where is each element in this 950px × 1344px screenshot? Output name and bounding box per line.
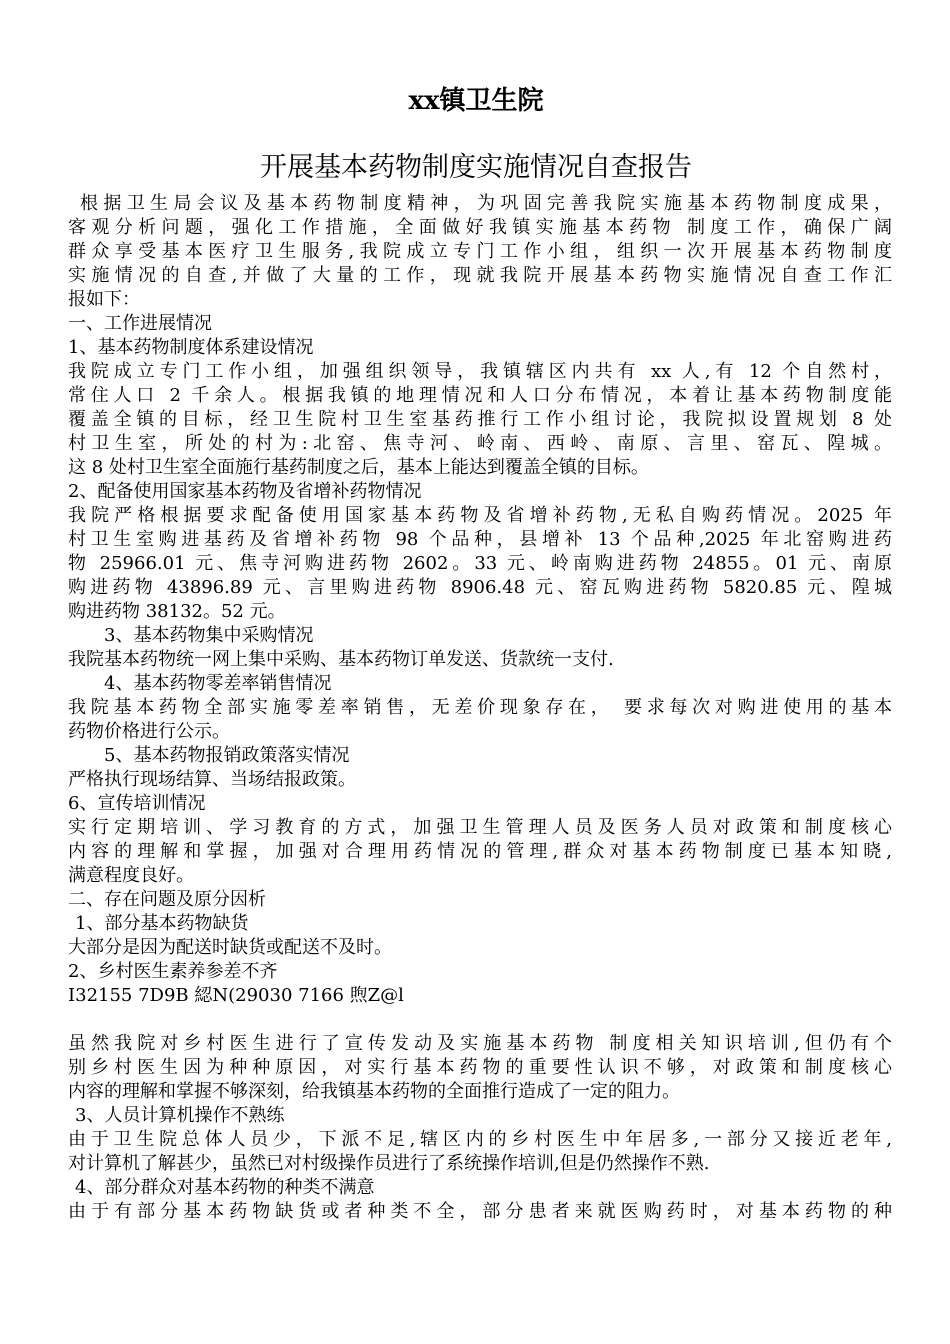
body-line: 药物价格进行公示。	[68, 721, 230, 742]
body-line: 实行定期培训、学习教育的方式，加强卫生管理人员及医务人员对政策和制度核心	[68, 817, 892, 838]
body-line: 虽然我院对乡村医生进行了宣传发动及实施基本药物 制度相关知识培训,但仍有个	[68, 1033, 892, 1054]
body-line: 我院成立专门工作小组，加强组织领导，我镇辖区内共有 xx 人,有 12 个自然村，	[68, 361, 892, 382]
section-heading: 二、存在问题及原分因析	[68, 889, 266, 910]
subsection-heading: 4、部分群众对基本药物的种类不满意	[75, 1177, 375, 1198]
body-line: 常住人口 2 千余人。根据我镇的地理情况和人口分布情况，本着让基本药物制度能	[68, 385, 892, 406]
report-title: 开展基本药物制度实施情况自查报告	[260, 152, 692, 183]
body-line: 客观分析问题，强化工作措施，全面做好我镇实施基本药物 制度工作，确保广阔	[68, 217, 892, 238]
body-line: 别乡村医生因为种种原因，对实行基本药物的重要性认识不够，对政策和制度核心	[68, 1057, 892, 1078]
body-line: 物 25966.01 元、焦寺河购进药物 2602。33 元、岭南购进药物 24855。01 元、南原	[68, 553, 892, 574]
body-line: 这 8 处村卫生室全面施行基药制度之后，基本上能达到覆盖全镇的目标。	[68, 457, 649, 478]
subsection-heading: 1、部分基本药物缺货	[75, 913, 249, 934]
subsection-heading: 1、基本药物制度体系建设情况	[68, 337, 314, 358]
subsection-heading: 3、人员计算机操作不熟练	[75, 1105, 285, 1126]
body-line: 报如下：	[68, 289, 140, 310]
body-line: 村卫生室，所处的村为:北窑、焦寺河、岭南、西岭、南原、言里、窑瓦、隍城。	[68, 433, 892, 454]
body-line: 群众享受基本医疗卫生服务,我院成立专门工作小组，组织一次开展基本药物制度	[68, 241, 892, 262]
body-line: 内容的理解和掌握不够深刻，给我镇基本药物的全面推行造成了一定的阻力。	[68, 1081, 680, 1102]
subsection-heading: 2、配备使用国家基本药物及省增补药物情况	[68, 481, 422, 502]
body-line: 由于卫生院总体人员少，下派不足,辖区内的乡村医生中年居多,一部分又接近老年,	[68, 1129, 892, 1150]
body-line: 购进药物 38132。52 元。	[68, 601, 286, 622]
body-line: 根据卫生局会议及基本药物制度精神，为巩固完善我院实施基本药物制度成果，	[80, 193, 892, 214]
body-line: 购进药物 43896.89 元、言里购进药物 8906.48 元、窑瓦购进药物 5820.85 元、隍城	[68, 577, 892, 598]
body-line: 实施情况的自查,并做了大量的工作，现就我院开展基本药物实施情况自查工作汇	[68, 265, 892, 286]
subsection-heading: 5、基本药物报销政策落实情况	[104, 745, 350, 766]
body-line: 对计算机了解甚少，虽然已对村级操作员进行了系统操作培训,但是仍然操作不熟.	[68, 1153, 710, 1174]
report-body	[68, 192, 892, 1224]
body-line: 我院基本药物全部实施零差率销售，无差价现象存在， 要求每次对购进使用的基本	[68, 697, 892, 718]
organization-title: xx镇卫生院	[408, 86, 544, 116]
body-line: 内容的理解和掌握，加强对合理用药情况的管理,群众对基本药物制度已基本知晓,	[68, 841, 892, 862]
body-line: 我院基本药物统一网上集中采购、基本药物订单发送、货款统一支付.	[68, 649, 614, 670]
section-heading: 一、工作进展情况	[68, 313, 212, 334]
body-line: 满意程度良好。	[68, 865, 194, 886]
body-line: 村卫生室购进基药及省增补药物 98 个品种，县增补 13 个品种,2025 年北窑购进药	[68, 529, 892, 550]
body-line: 严格执行现场结算、当场结报政策。	[68, 769, 356, 790]
subsection-heading: 3、基本药物集中采购情况	[104, 625, 314, 646]
subsection-heading: 2、乡村医生素养参差不齐	[68, 961, 278, 982]
body-line: 大部分是因为配送时缺货或配送不及时。	[68, 937, 392, 958]
subsection-heading: 4、基本药物零差率销售情况	[104, 673, 332, 694]
garbled-text-line: I32155 7D9B 綛N(29030 7166 煦Z@l	[68, 985, 404, 1006]
body-line: 覆盖全镇的目标，经卫生院村卫生室基药推行工作小组讨论，我院拟设置规划 8 处	[68, 409, 892, 430]
body-line: 由于有部分基本药物缺货或者种类不全，部分患者来就医购药时，对基本药物的种	[68, 1201, 892, 1222]
blank-line	[68, 1008, 892, 1032]
body-line: 我院严格根据要求配备使用国家基本药物及省增补药物,无私自购药情况。2025 年	[68, 505, 892, 526]
subsection-heading: 6、宣传培训情况	[68, 793, 206, 814]
